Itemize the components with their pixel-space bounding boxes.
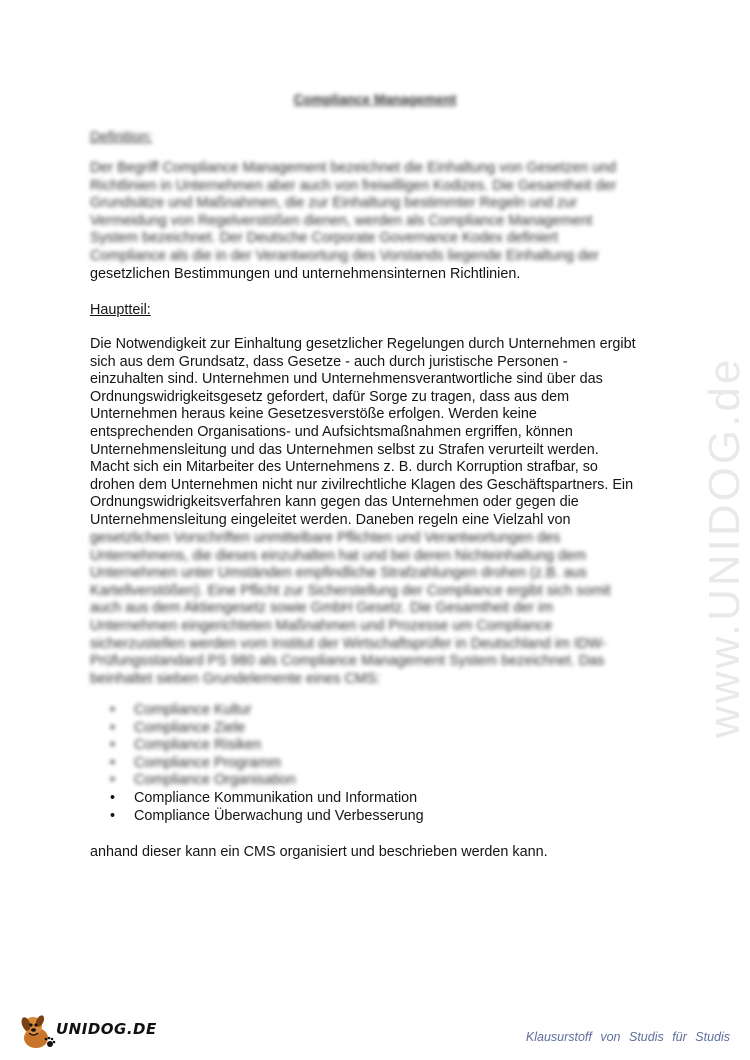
list-item: • Compliance Kultur — [110, 702, 252, 718]
dog-icon — [18, 1012, 58, 1052]
list-item: • Compliance Risiken — [110, 737, 262, 754]
closing-text: anhand dieser kann ein CMS organisiert und beschrieben werden kann. — [90, 844, 548, 860]
definition-text-end: gesetzlichen Bestimmungen und unternehmensinternen Richtlinien. — [90, 266, 521, 282]
list-item: • Compliance Kommunikation und Information — [110, 789, 418, 806]
list-item: • Compliance Organisation — [110, 772, 296, 789]
page-title: Compliance Management — [293, 92, 457, 107]
main-heading: Hauptteil: — [90, 302, 151, 318]
cms-element-list — [90, 702, 610, 825]
unidog-logo[interactable] — [18, 1012, 218, 1052]
logo-text: UNIDOG.DE — [56, 1020, 157, 1038]
main-text-blurred: gesetzlichen Vorschriften unmittelbare Pflichten und Verantwortungen des Unternehmens, die dieses einzuhalten hat und bei deren Nichteinhaltung dem Unternehmen unter Umständen empfindliche Strafzahlungen drohen (z.B. aus Kartellverstößen). Eine Pflicht zur Sicherstellung der Compliance ergibt sich somit auch aus dem Aktiengesetz sowie GmbH Gesetz. Die Gesamtheit der im Unternehmen eingerichteten Maßnahmen und Prozesse um Compliance sicherzustellen werden vom Institut der Wirtschaftsprüfer in Deutschland im IDW-Prüfungsstandard PS 980 als Compliance Management System bezeichnet. Das beinhaltet sieben Grundelemente eines CMS: — [90, 530, 611, 687]
main-text: Die Notwendigkeit zur Einhaltung gesetzlicher Regelungen durch Unternehmen ergibt sich aus dem Grundsatz, dass Gesetze - auch durch juristische Personen - einzuhalten sind. Unternehmen und Unternehmensverantwortliche sind über das Ordnungswidrigkeitsgesetz gefordert, dafür Sorge zu tragen, dass aus dem Unternehmen heraus keine Gesetzesverstöße erfolgen. Werden keine entsprechenden Organisations- und Aufsichtsmaßnahmen ergriffen, können Unternehmensleitung und das Unternehmen selbst zu Strafen verurteilt werden. Macht sich ein Mitarbeiter des Unternehmens z. B. durch Korruption strafbar, so drohen dem Unternehmen nicht nur zivilrechtliche Klagen des Geschäftspartners. Ein Ordnungswidrigkeitsverfahren kann gegen das Unternehmen oder gegen die Unternehmensleitung eingeleitet werden. Daneben regeln eine Vielzahl von — [90, 336, 636, 528]
definition-text-blurred: Der Begriff Compliance Management bezeichnet die Einhaltung von Gesetzen und Richtlinien in Unternehmen aber auch von freiwilligen Kodizes. Die Gesamtheit der Grundsätze und Maßnahmen, die zur Einhaltung bestimmter Regeln und zur Vermeidung von Regelverstößen dienen, werden als Compliance Management System bezeichnet. Der Deutsche Corporate Governance Kodex definiert Compliance als die in der Verantwortung des Vorstands liegende Einhaltung der — [90, 160, 617, 264]
definition-heading: Definition: — [90, 128, 153, 144]
list-item: • Compliance Programm — [110, 754, 282, 771]
footer-tagline: Klausurstoff von Studis für Studis — [525, 1030, 730, 1044]
list-item: • Compliance Überwachung und Verbesserung — [110, 807, 424, 824]
watermark: www.UNIDOG.de — [700, 356, 749, 738]
list-item: • Compliance Ziele — [110, 719, 246, 736]
